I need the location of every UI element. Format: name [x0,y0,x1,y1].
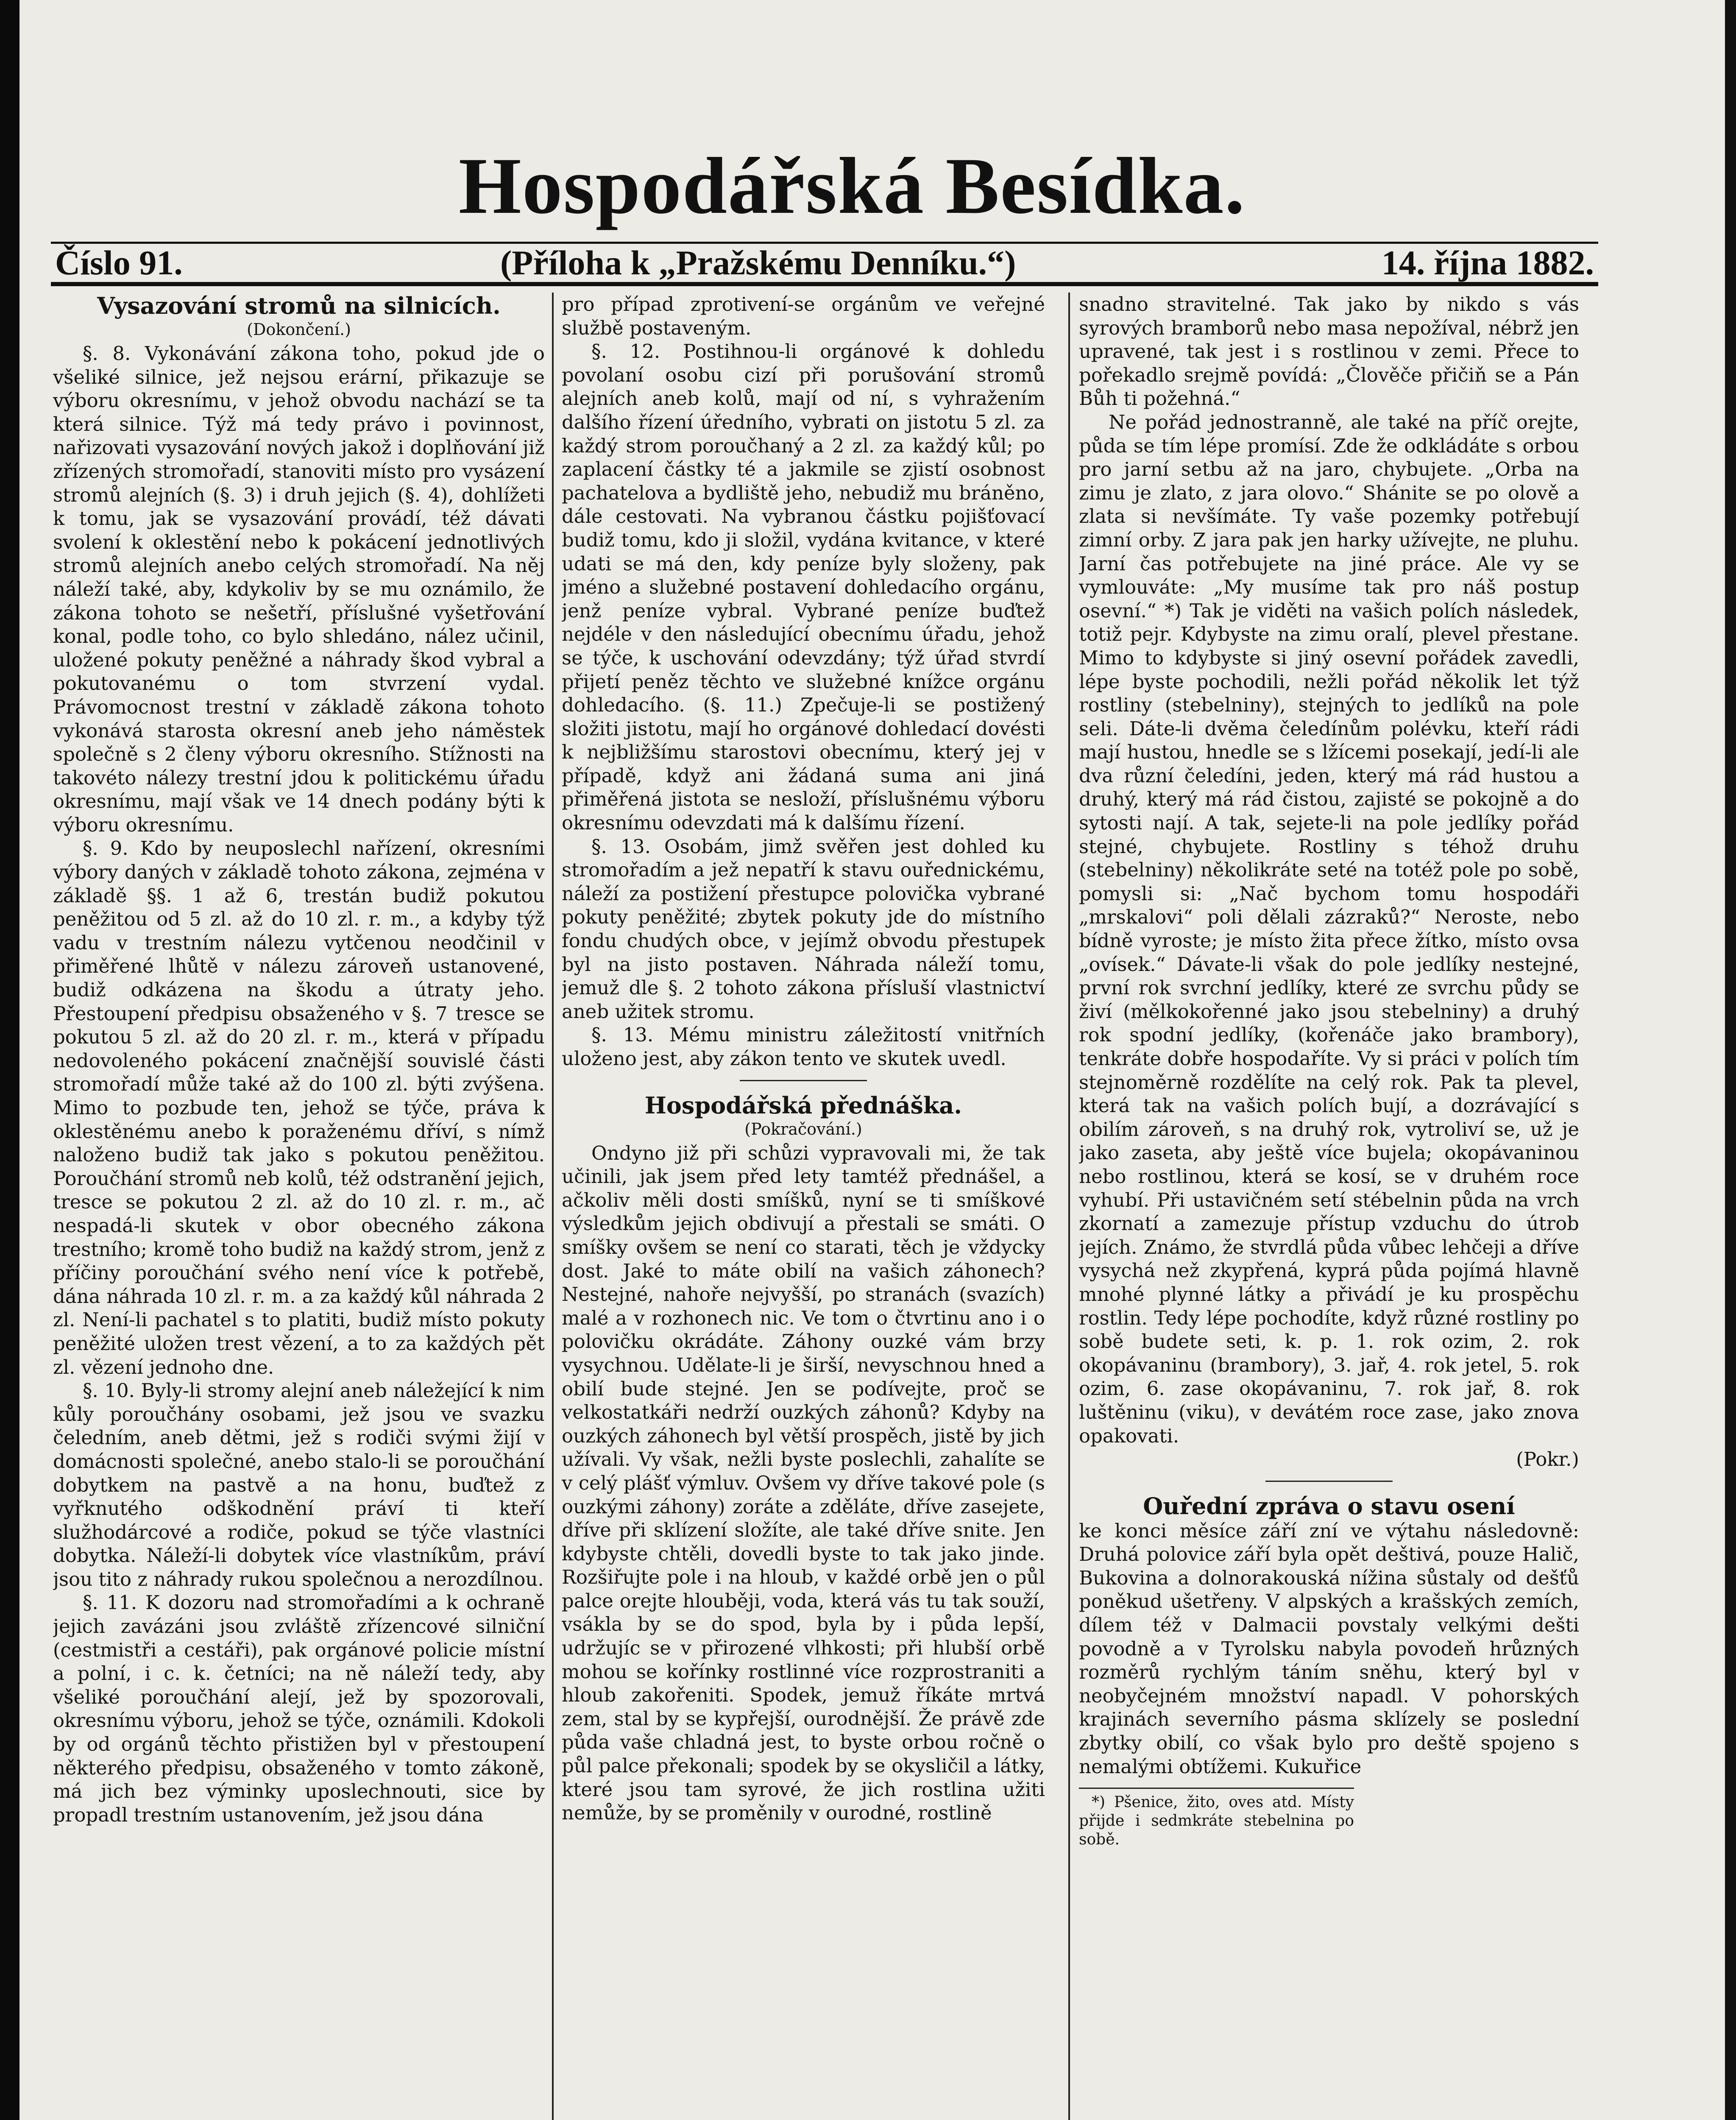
article-title: Hospodářská přednáška. [644,1091,962,1119]
paragraph: §. 11. K dozoru nad stromořadími a k ochraně jejich zavázáni jsou zvláště zřízencové silniční (cestmistři a cestáři), pak orgánové policie místní a polní, i c. k. četníci; na ně náleží tedy, aby všeliké poroučhání alejí, jež by spozorovali, okresnímu výboru, jehož se týče, oznámili. Kdokoli by od orgánů těchto přistižen byl v přestoupení některého předpisu, obsaženého v tomto zákoně, má jich bez výminky uposlechnouti, sice by propadl trestním ustanovením, jež jsou dána [53,1591,545,1826]
continued-note: (Pokr.) [1516,1448,1579,1471]
section-divider [740,1080,867,1081]
scan-left-edge [0,0,20,2120]
column-3 [1079,293,1579,2120]
paragraph: §. 10. Byly-li stromy alejní aneb náležející k nim kůly poroučhány osobami, jež jsou ve svazku čeledním, aneb dětmi, jež s rodiči svými žijí v domácnosti společné, anebo stalo-li se poroučhání dobytkem na pastvě a na honu, buďtež z vyřknutého odškodnění práví ti kteří služhodárcové a rodiče, pokud se týče vlastníci dobytka. Náleží-li dobytek více vlastníkům, práví jsou tito z náhrady rukou společnou a nerozdílnou. [53,1379,545,1590]
section-divider [1265,1481,1393,1482]
column-2 [562,293,1045,2120]
footnote-text: *) Pšenice, žito, oves atd. Místy přijde i sedmkráte stebelnina po sobě. [1079,1794,1354,1849]
article-title: Ouřední zpráva o stavu osení [1143,1492,1515,1520]
paragraph: §. 8. Vykonávání zákona toho, pokud jde o všeliké silnice, jež nejsou erární, přikazuje se výboru okresnímu, v jehož obvodu nachází se ta která silnice. Týž má tedy právo i povinnost, nařizovati vysazování nových jakož i doplňování již zřízených stromořadí, stanoviti místo pro vysázení stromů alejních (§. 3) i druh jejich (§. 4), dohlížeti k tomu, jak se vysazování provádí, též dávati svolení k oklestění nebo k pokácení jednotlivých stromů alejních anebo celých stromořadí. Na něj náleží také, aby, kdykoliv by se mu oznámilo, že zákona tohoto se nešetří, příslušné vyšetřování konal, podle toho, co bylo shledáno, nález učinil, uložené pokuty peněžné a náhrady škod vybral a pokutovanému o tom stvrzení vydal. Právomocnost trestní v základě zákona tohoto vykonává starosta okresní aneb jeho náměstek společně s 2 členy výboru okresního. Stížnosti na takovéto nálezy trestní jdou k politickému úřadu okresnímu, mají však ve 14 dnech podány býti k výboru okresnímu. [53,342,545,836]
issue-line [51,242,1598,286]
paragraph: Ondyno již při schůzi vypravovali mi, že tak učinili, jak jsem před lety tamtéž přednášel, a ačkoliv měli dosti smíšků, nyní se ti smíškové výsledkům jejich obdivují a přestali se smáti. O smíšky ovšem se není co starati, těch je vždycky dost. Jaké to máte obilí na vašich záhonech? Nestejné, nahoře nejvyšší, po stranách (svazích) malé a v rozhonech nic. Ve tom o čtvrtinu ano i o polovičku okrádáte. Záhony ouzké vám brzy vysychnou. Udělate-li je širší, nevyschnou hned a obilí bude stejné. Jen se podívejte, proč se velkostatkáři nedrží ouzkých záhonů? Kdyby na ouzkých záhonech byl větší prospěch, jistě by jich užívali. Vy však, nežli byste poslechli, zahalíte se v celý plášť výmluv. Ovšem vy dříve takové pole (s ouzkými záhony) zoráte a zděláte, dříve zasejete, dříve při sklízení složíte, ale také dříve snite. Jen kdybyste chtěli, dovedli byste to tak jako jinde. Rozšiřujte pole i na hloub, v každé orbě jen o půl palce orejte hlouběji, voda, která vás tu tak souží, vsákla by se do spod, byla by i půda lepší, udržujíc se v přirozené vlhkosti; při hlubší orbě mohou se kořínky rostlinné více rozprostraniti a hloub zakořeniti. Spodek, jemuž říkáte mrtvá zem, stal by se kypřejší, ourodnější. Že právě zde půda vaše chladná jest, to byste orbou ročně o půl palce překonali; spodek by se okysličil a látky, které jsou tam syrové, že jich rostlina užiti nemůže, by se proměnily v ourodné, rostlině [562,1141,1045,1824]
article-subtitle: (Dokončení.) [247,320,351,339]
column-rule [1068,293,1070,2120]
paragraph: §. 13. Mému ministru záležitostí vnitřních uloženo jest, aby zákon tento ve skutek uvedl. [562,1024,1045,1070]
paragraph: §. 13. Osobám, jimž svěřen jest dohled ku stromořadím a jež nepatří k stavu ouřednickému, náleží za postižení přestupce polovička vybrané pokuty peněžité; zbytek pokuty jde do místního fondu chudých obce, v jejímž obvodu přestupek byl na jisto postaven. Náhrada náleží tomu, jemuž dle §. 2 tohoto zákona přísluší vlastnictví aneb užitek stromu. [562,835,1045,1023]
article-subtitle: (Pokračování.) [744,1119,862,1138]
paragraph: pro případ zprotivení-se orgánům ve veřejné službě postaveným. [562,293,1045,339]
footnote [1079,1788,1354,1849]
paragraph: snadno stravitelné. Tak jako by nikdo s vás syrových bramborů nebo masa nepožíval, nébrž jen upravené, tak jest i s rostlinou v zemi. Přece to pořekadlo srejmě povídá: „Člověče přičiň se a Pán Bůh ti požehná.“ [1079,293,1579,410]
column-rule [552,293,554,2120]
masthead-title: Hospodářská Besídka. [458,142,1246,231]
issue-supplement: (Příloha k „Pražskému Denníku.“) [500,243,1016,282]
issue-date: 14. října 1882. [1381,243,1594,282]
paragraph: ke konci měsíce září zní ve výtahu následovně: Druhá polovice září byla opět deštivá, pouze Halič, Bukovina a dolnorakouská nížina sůstaly od dešťů poněkud ušetřeny. V alpských a krašských zemích, dílem též v Dalmacii povstaly velkými dešti povodně a v Tyrolsku nabyla povodeň hrůzných rozměrů rychlým táním sněhu, který byl v neobyčejném množství napadl. V pohorských krajinách severního pásma sklízely se poslední zbytky obilí, co však bylo pro deště spojeno s nemalými obtížemi. Kukuřice [1079,1519,1579,1778]
column-1 [53,293,545,2120]
paragraph: §. 9. Kdo by neuposlechl nařízení, okresními výbory daných v základě tohoto zákona, zejména v základě §§. 1 až 6, trestán budiž pokutou peněžitou od 5 zl. až do 10 zl. r. m., a kdyby týž vadu v trestním nálezu vytčenou neodčinil v přiměřené lhůtě v nálezu zároveň ustanovené, budiž odkázena na škodu a útraty jeho. Přestoupení předpisu obsaženého v §. 7 tresce se pokutou 5 zl. až do 20 zl. r. m., která v případu nedovoleného pokácení značnější souvislé části stromořadí může také až do 100 zl. býti zvýšena. Mimo to pozbude ten, jehož se týče, práva k oklestěnému anebo k poraženému dříví, s nímž naloženo budiž tak jako s pokutou peněžitou. Poroučhání stromů neb kolů, též odstranění jejich, tresce se pokutou 2 zl. až do 10 zl. r. m., ač nespadá-li skutek v obor obecného zákona trestního; kromě toho budiž na každý strom, jenž z příčiny poroučhání svého není více k potřebě, dána náhrada 10 zl. r. m. a za každý kůl náhrada 2 zl. Není-li pachatel s to platiti, budiž místo pokuty peněžité uložen trest vězení, a to za každých pět zl. vězení jednoho dne. [53,837,545,1378]
scan-right-edge [1725,0,1736,2120]
paragraph: Ne pořád jednostranně, ale také na příč orejte, půda se tím lépe promísí. Zde že odkládáte s orbou pro jarní setbu až na jaro, chybujete. „Orba na zimu je zlato, z jara olovo.“ Shánite se po olově a zlata si nevšímáte. Ty vaše pozemky potřebují zimní orby. Z jara pak jen harky užívejte, ne pluhu. Jarní čas potřebujete na jiné práce. Ale vy se vymlouváte: „My musíme tak pro náš postup osevní.“ *) Tak je viděti na vašich polích následek, totiž pejr. Kdybyste na zimu oralí, plevel přestane. Mimo to kdybyste si jiný osevní pořádek zavedli, lépe byste pochodili, nežli pořád několik let týž rostliny (stebelniny), stejných to jedlíků na pole seli. Dáte-li dvěma čeledínům polévku, kteří rádi mají hustou, hnedle se s lžícemi posekají, jedí-li ale dva různí čeledíni, jeden, který má rád hustou a druhý, který má rád čistou, zajisté se pokojně a do sytosti nají. A tak, sejete-li na pole jedlíky pořád stejné, chybujete. Rostliny s téhož druhu (stebelniny) několikráte seté na totéž pole po sobě, pomysli si: „Nač bychom tomu hospodáři „mrskalovi“ poli dělali zázraků?“ Neroste, nebo bídně vyroste; je místo žita přece žítko, místo ovsa „ovísek.“ Dávate-li však do pole jedlíky nestejné, první rok svrchní jedlíky, které ze svrchu půdy se živí (mělkokořenné jako jsou stebelniny) a druhý rok spodní jedlíky, (kořenáče jako brambory), tenkráte dobře hospodaříte. Vy si práci v polích tím stejnoměrně rozdělíte na celý rok. Pak ta plevel, která tak na vašich polích bují, a dozrávající s obilím zároveň, s na druhý rok, vytroliví se, už je jako zaseta, aby ještě více bujela; okopávaninou nebo rostlinou, která se kosí, se v druhém roce vyhubí. Při ustavičném setí stébelnin půda na vrch zkornatí a zamezuje přístup vzduchu do útrob jejích. Známo, že stvrdlá půda vůbec lehčeji a dříve vysychá než zkypřená, kyprá půda pojímá hlavně mnohé plynné látky a přivádí je ku prospěchu rostlin. Tedy lépe pochodíte, když různé rostliny po sobě budete seti, k. p. 1. rok ozim, 2. rok okopávaninu (brambory), 3. jař, 4. rok jetel, 5. rok ozim, 6. zase okopávaninu, 7. rok jař, 8. rok luštěninu (viku), v devátém roce zase, jako znova opakovati. [1079,410,1579,1447]
paragraph: §. 12. Postihnou-li orgánové k dohledu povolaní osobu cizí při porušování stromů alejních aneb kolů, mají od ní, s vyhražením dalšího řízení úředního, vybrati on jistotu 5 zl. za každý strom poroučhaný a 2 zl. za každý kůl; po zaplacení částky té a jakmile se zjistí osobnost pachatelova a bydliště jeho, nebudiž mu bráněno, dále cestovati. Na vybranou částku pojišťovací budiž tomu, kdo ji složil, vydána kvitance, v které udati se má den, kdy peníze byly složeny, pak jméno a služebné postavení dohledacího orgánu, jenž peníze vybral. Vybrané peníze buďtež nejdéle v den následující obecnímu úřadu, jehož se týče, k uschování odevzdány; týž úřad stvrdí přijetí peněz těchto ve služebné knížce orgánu dohledacího. (§. 11.) Zpečuje-li se postižený složiti jistotu, mají ho orgánové dohledací dovésti k nejbližšímu starostovi obecnímu, který jej v případě, když ani žádaná suma ani jiná přiměřená jistota se nesloží, příslušnému výboru okresnímu odevzdati má k dalšímu řízení. [562,340,1045,834]
article-title: Vysazování stromů na silnicích. [97,293,501,319]
issue-number: Číslo 91. [55,243,183,282]
